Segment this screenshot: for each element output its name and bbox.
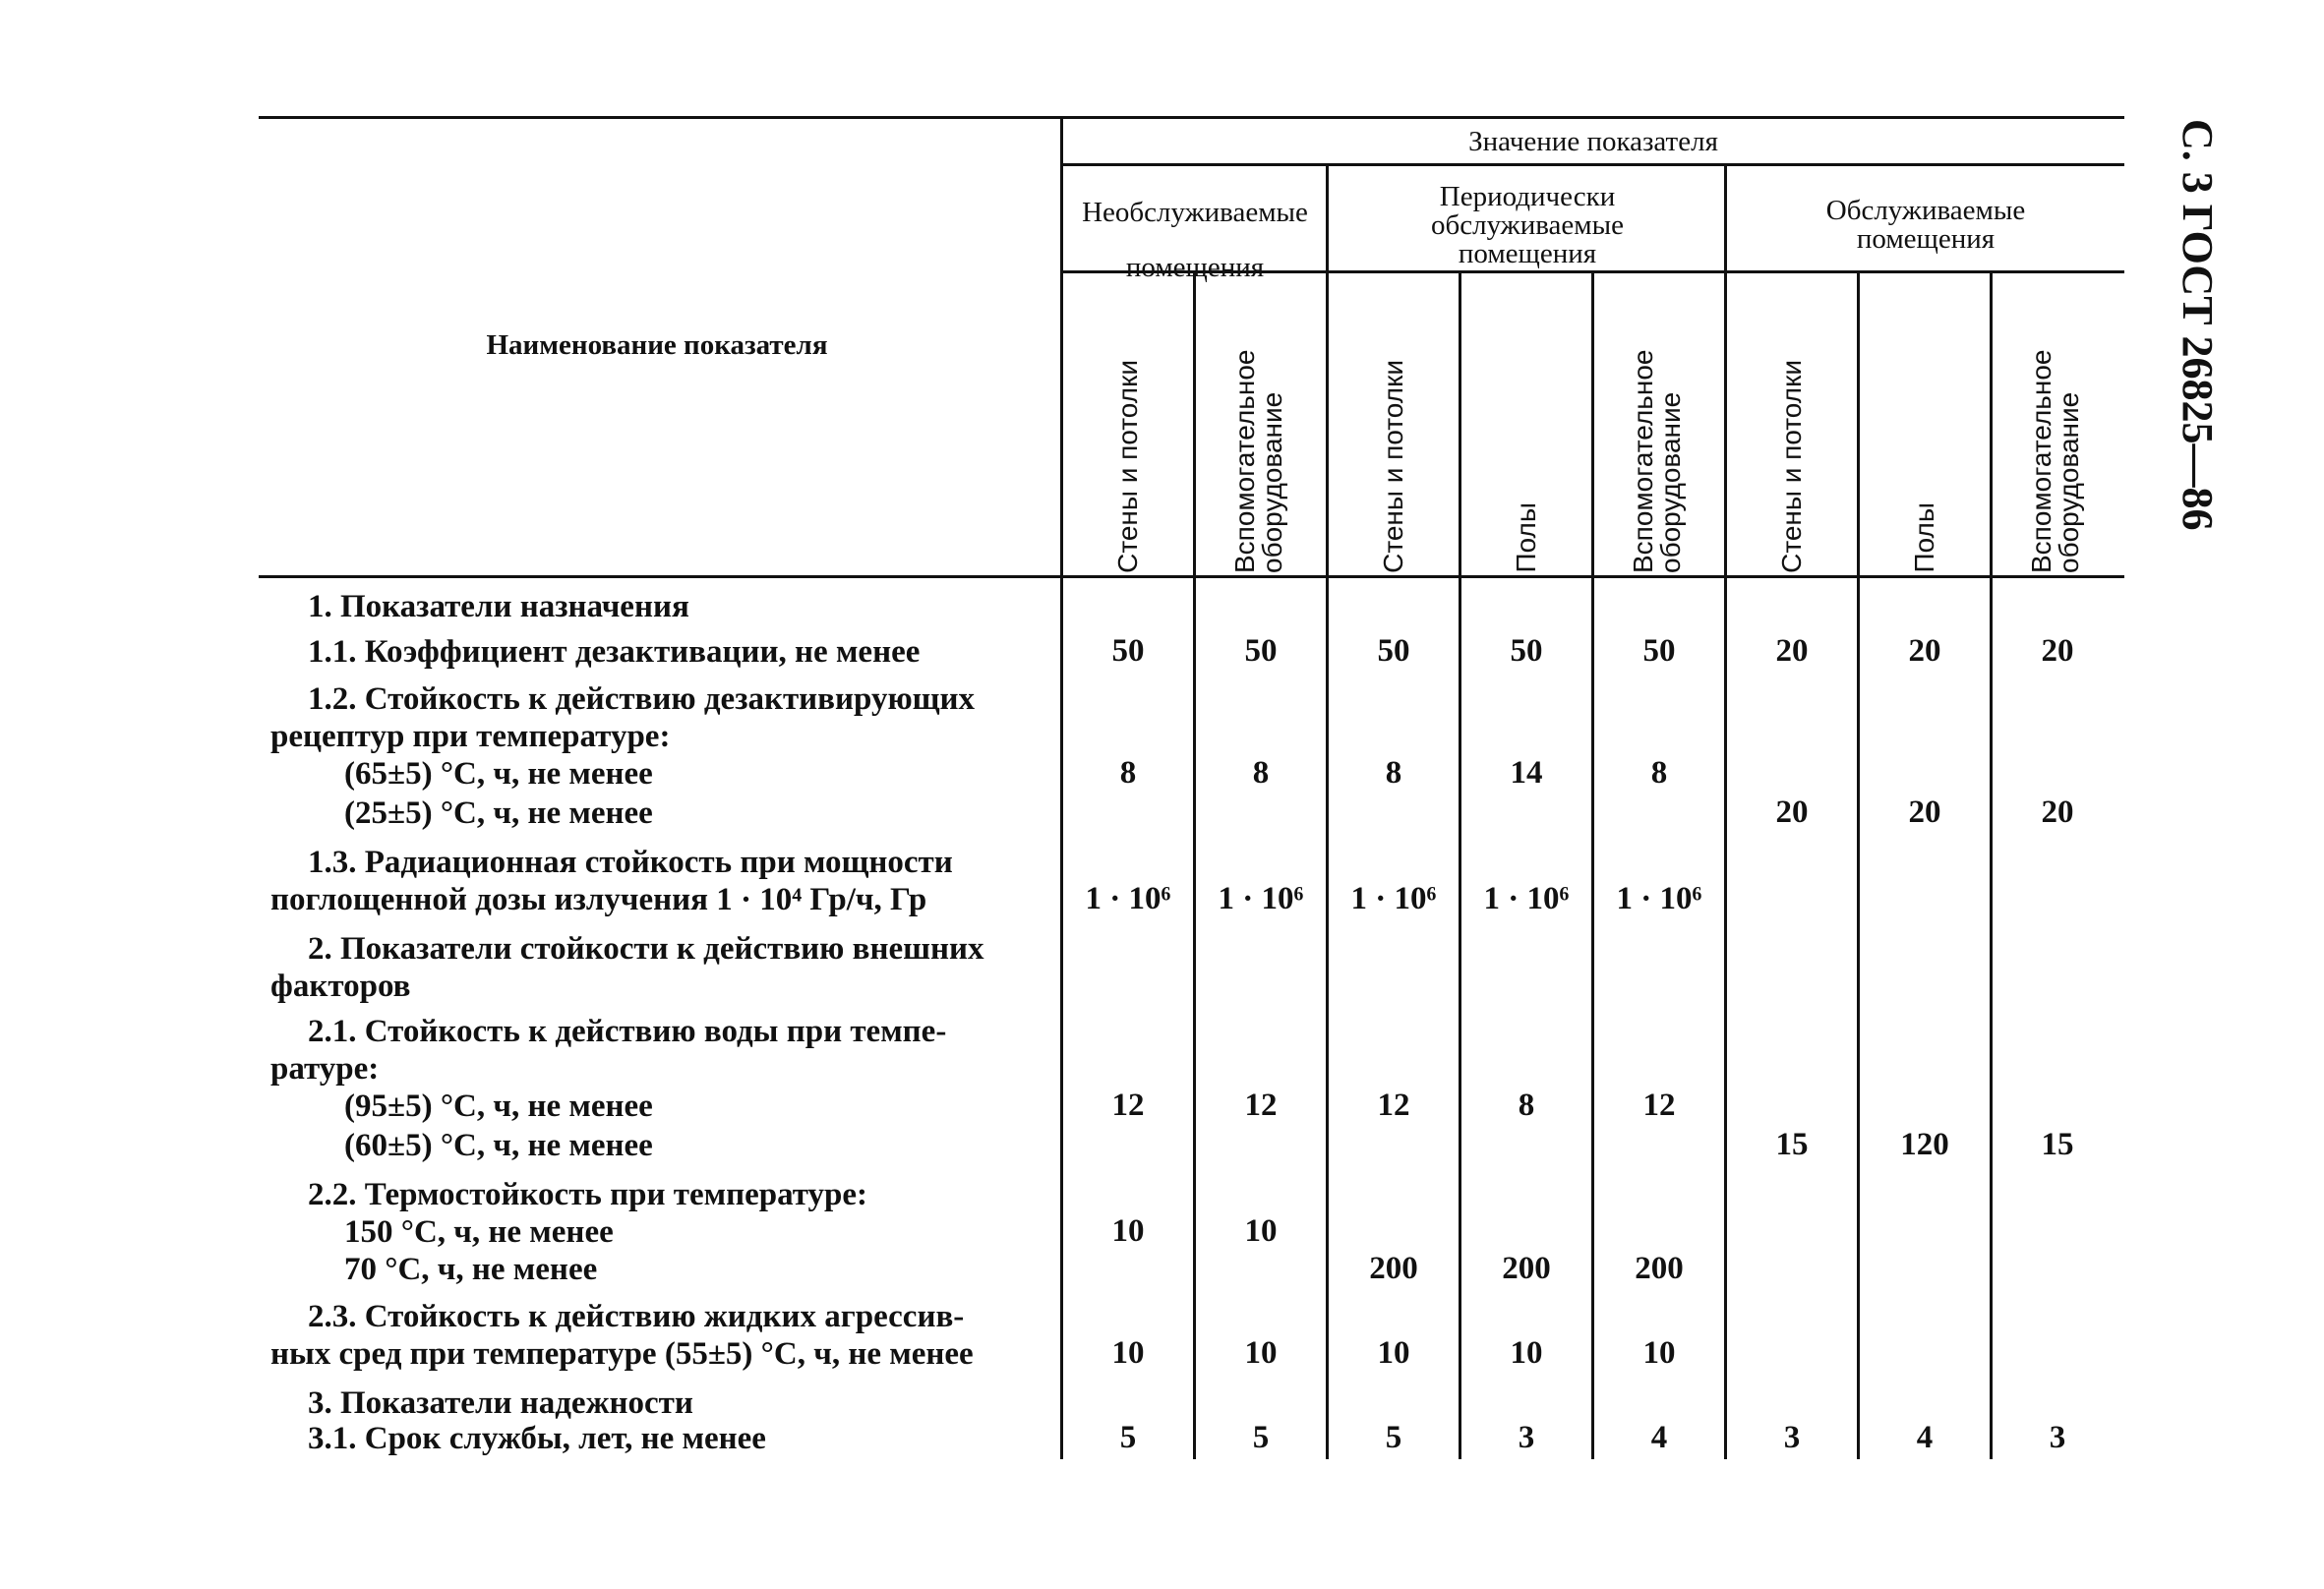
page-title: С. 3 ГОСТ 26825—86 [2174, 118, 2222, 531]
cell-value: 20 [1908, 794, 1941, 830]
cell-value: 120 [1900, 1127, 1949, 1162]
row-label: 2.2. Термостойкость при температуре: [308, 1177, 868, 1212]
cell-value: 1 · 10⁶ [1350, 881, 1437, 916]
cell-value: 200 [1502, 1251, 1551, 1286]
row-label: 1. Показатели назначения [308, 589, 689, 624]
cell-value: 20 [1775, 794, 1809, 830]
subcolumn-header: Стены и потолки [1776, 360, 1807, 573]
row-label: ных сред при температуре (55±5) °С, ч, не менее [270, 1336, 974, 1372]
subcolumn-header: Полы [1909, 502, 1939, 573]
cell-value: 5 [1252, 1420, 1270, 1455]
cell-value: 14 [1510, 755, 1543, 791]
row-label: рецептур при температуре: [270, 719, 671, 754]
cell-value: 8 [1252, 755, 1270, 791]
cell-value: 50 [1111, 633, 1145, 669]
row-label: (60±5) °С, ч, не менее [344, 1128, 653, 1163]
name-column-header: Наименование показателя [486, 329, 828, 361]
row-label: 1.2. Стойкость к действию дезактивирующих [308, 681, 976, 717]
value-header-rule [1062, 163, 2124, 166]
cell-value: 1 · 10⁶ [1218, 881, 1304, 916]
value-column-header: Значение показателя [1468, 126, 1718, 157]
cell-value: 10 [1111, 1335, 1145, 1371]
row-label: 3.1. Срок службы, лет, не менее [308, 1421, 766, 1456]
cell-value: 50 [1244, 633, 1278, 669]
row-label: (65±5) °С, ч, не менее [344, 756, 653, 792]
cell-value: 3 [1783, 1420, 1801, 1455]
cell-value: 15 [1775, 1127, 1809, 1162]
header-bottom-rule [259, 575, 2124, 578]
cell-value: 10 [1244, 1213, 1278, 1249]
cell-value: 8 [1518, 1088, 1535, 1123]
cell-value: 20 [2041, 794, 2074, 830]
cell-value: 12 [1642, 1088, 1676, 1123]
row-label: 150 °С, ч, не менее [344, 1214, 614, 1250]
subcolumn-header: Вспомогательное оборудование [1628, 349, 1686, 573]
subcolumn-header: Вспомогательное оборудование [1229, 349, 1287, 573]
cell-value: 3 [2049, 1420, 2066, 1455]
cell-value: 15 [2041, 1127, 2074, 1162]
cell-value: 10 [1510, 1335, 1543, 1371]
row-label: 2.3. Стойкость к действию жидких агрессив- [308, 1299, 965, 1334]
row-label: 3. Показатели надежности [308, 1385, 693, 1421]
cell-value: 12 [1111, 1088, 1145, 1123]
cell-value: 1 · 10⁶ [1085, 881, 1171, 916]
cell-value: 8 [1650, 755, 1668, 791]
cell-value: 10 [1111, 1213, 1145, 1249]
row-label: 1.1. Коэффициент дезактивации, не менее [308, 634, 921, 670]
subcolumn-header: Вспомогательное оборудование [2026, 349, 2084, 573]
cell-value: 200 [1369, 1251, 1418, 1286]
cell-value: 10 [1244, 1335, 1278, 1371]
cell-value: 50 [1510, 633, 1543, 669]
group-header-attended: Обслуживаемые помещения [1825, 195, 2026, 255]
subcolumn-header: Стены и потолки [1112, 360, 1143, 573]
row-label: факторов [270, 969, 411, 1004]
cell-value: 8 [1119, 755, 1137, 791]
cell-value: 1 · 10⁶ [1483, 881, 1570, 916]
table-top-rule [259, 116, 2124, 119]
cell-value: 5 [1385, 1420, 1402, 1455]
cell-value: 1 · 10⁶ [1616, 881, 1702, 916]
cell-value: 50 [1377, 633, 1410, 669]
row-label: ратуре: [270, 1051, 380, 1087]
cell-value: 8 [1385, 755, 1402, 791]
cell-value: 12 [1377, 1088, 1410, 1123]
cell-value: 4 [1916, 1420, 1934, 1455]
cell-value: 3 [1518, 1420, 1535, 1455]
cell-value: 20 [1775, 633, 1809, 669]
cell-value: 20 [2041, 633, 2074, 669]
row-label: 2. Показатели стойкости к действию внешних [308, 931, 984, 967]
cell-value: 4 [1650, 1420, 1668, 1455]
row-label: 2.1. Стойкость к действию воды при темпе- [308, 1014, 947, 1049]
cell-value: 50 [1642, 633, 1676, 669]
row-label: 70 °С, ч, не менее [344, 1252, 598, 1287]
row-label: поглощенной дозы излучения 1 · 10⁴ Гр/ч, Гр [270, 882, 927, 917]
row-label: 1.3. Радиационная стойкость при мощности [308, 845, 953, 880]
cell-value: 10 [1642, 1335, 1676, 1371]
row-label: (25±5) °С, ч, не менее [344, 795, 653, 831]
group-header-periodic: Периодически обслуживаемые помещения [1430, 181, 1625, 269]
cell-value: 5 [1119, 1420, 1137, 1455]
group-header-unattended: Необслуживаемые помещения [1082, 197, 1308, 283]
cell-value: 200 [1635, 1251, 1684, 1286]
cell-value: 12 [1244, 1088, 1278, 1123]
subcolumn-header: Стены и потолки [1378, 360, 1408, 573]
cell-value: 20 [1908, 633, 1941, 669]
cell-value: 10 [1377, 1335, 1410, 1371]
row-label: (95±5) °С, ч, не менее [344, 1089, 653, 1124]
subcolumn-header: Полы [1511, 502, 1541, 573]
